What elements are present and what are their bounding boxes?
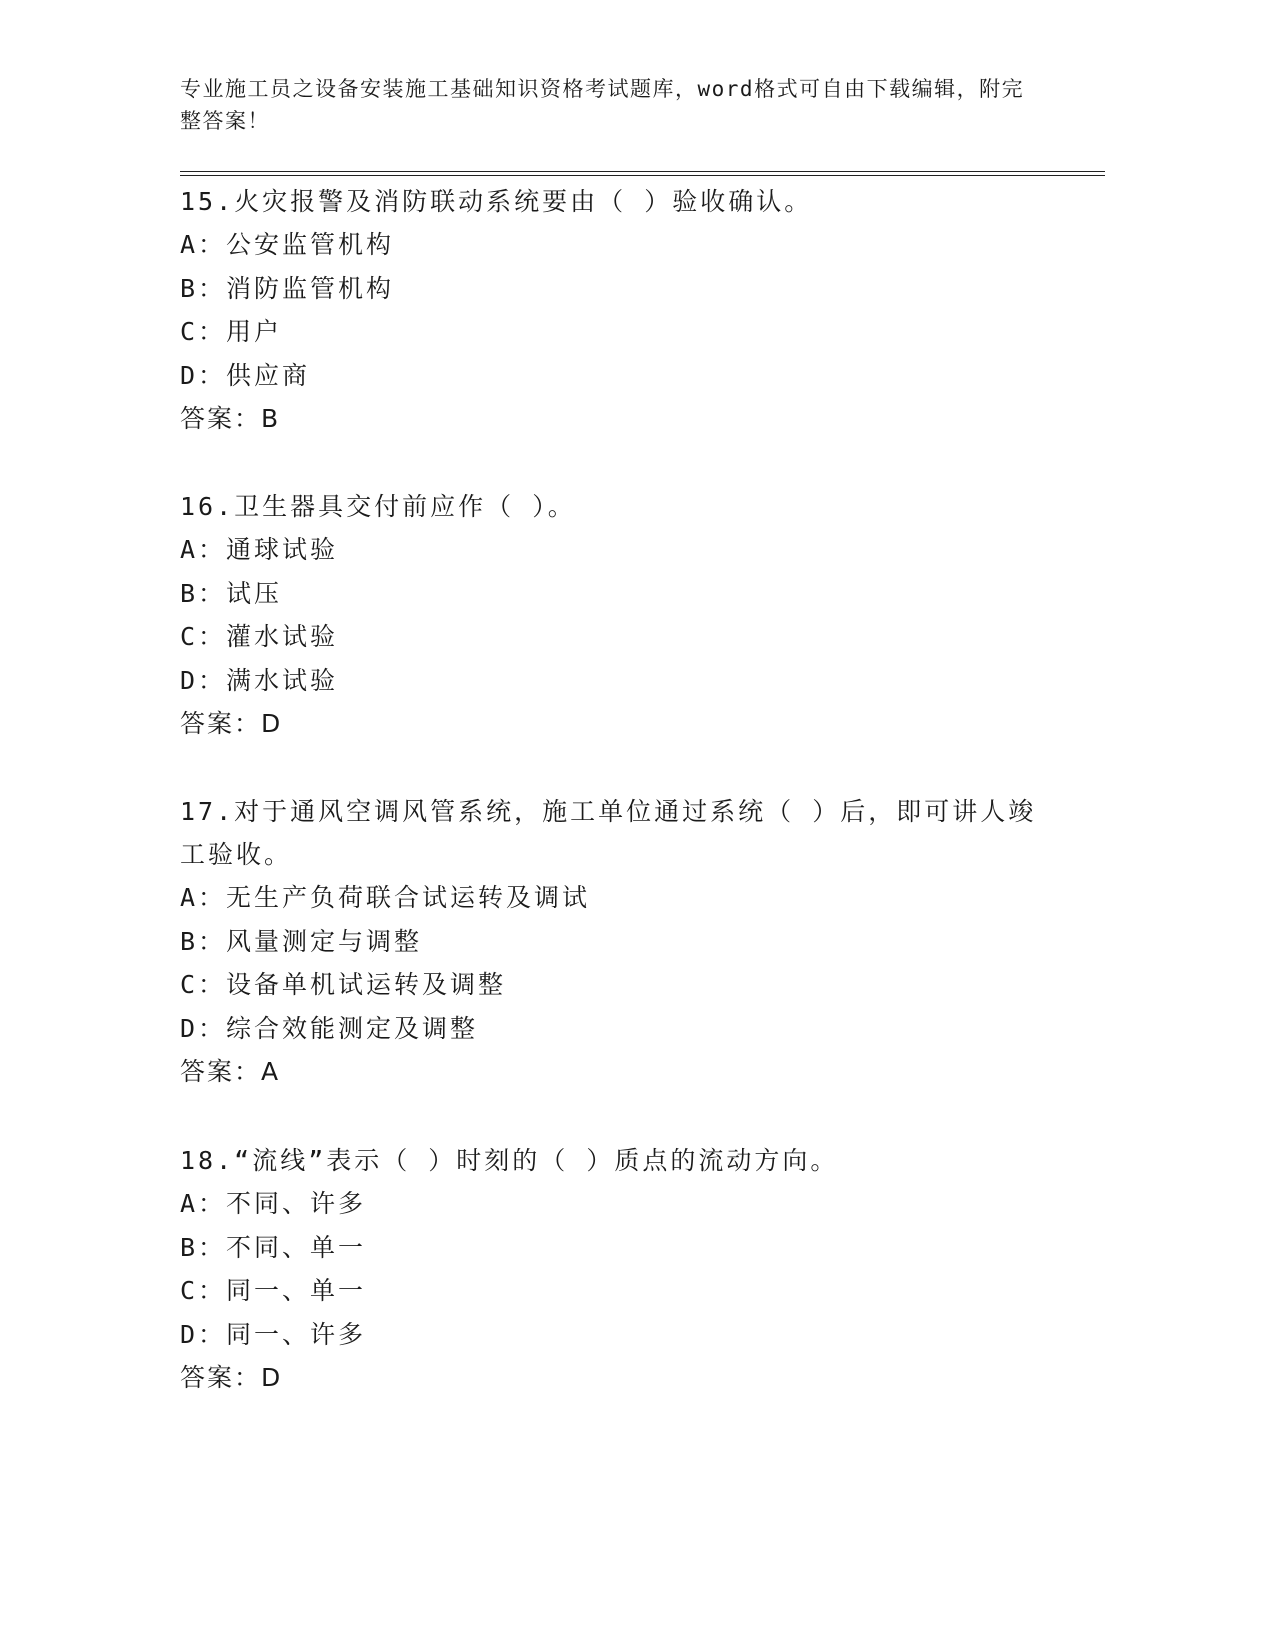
option-c: C：同一、单一 bbox=[180, 1276, 367, 1305]
option-d: D：供应商 bbox=[180, 360, 311, 390]
answer-text: 答案：D bbox=[180, 1363, 283, 1392]
question-stem: 18.“流线”表示（ ）时刻的（ ）质点的流动方向。 bbox=[180, 1146, 839, 1175]
option-d: D：同一、许多 bbox=[180, 1319, 367, 1349]
option-c: C：用户 bbox=[180, 317, 283, 346]
header-divider-bottom bbox=[180, 175, 1105, 176]
header-divider-top bbox=[180, 171, 1105, 172]
option-b: B：不同、单一 bbox=[180, 1232, 367, 1262]
answer-text: 答案：B bbox=[180, 404, 281, 433]
option-b: B：风量测定与调整 bbox=[180, 926, 423, 956]
option-c: C：灌水试验 bbox=[180, 622, 339, 651]
option-d: D：综合效能测定及调整 bbox=[180, 1013, 479, 1043]
option-a: A：不同、许多 bbox=[180, 1189, 367, 1218]
question-16 bbox=[180, 485, 1040, 746]
question-15 bbox=[180, 180, 1040, 441]
option-b: B：试压 bbox=[180, 578, 283, 608]
question-stem: 16.卫生器具交付前应作（ ）。 bbox=[180, 492, 576, 521]
option-a: A：无生产负荷联合试运转及调试 bbox=[180, 883, 591, 912]
question-stem: 17.对于通风空调风管系统，施工单位通过系统（ ）后，即可讲人竣工验收。 bbox=[180, 797, 1037, 869]
option-a: A：通球试验 bbox=[180, 535, 339, 564]
question-stem: 15.火灾报警及消防联动系统要由（ ）验收确认。 bbox=[180, 187, 813, 216]
document-intro: 专业施工员之设备安装施工基础知识资格考试题库，word格式可自由下载编辑，附完整答案！ bbox=[180, 77, 1025, 133]
answer-text: 答案：D bbox=[180, 709, 283, 738]
option-b: B：消防监管机构 bbox=[180, 273, 395, 303]
option-c: C：设备单机试运转及调整 bbox=[180, 970, 507, 999]
option-a: A：公安监管机构 bbox=[180, 230, 395, 259]
answer-text: 答案：A bbox=[180, 1057, 281, 1086]
question-18 bbox=[180, 1139, 1040, 1400]
question-17 bbox=[180, 790, 1040, 1094]
option-d: D：满水试验 bbox=[180, 665, 339, 695]
